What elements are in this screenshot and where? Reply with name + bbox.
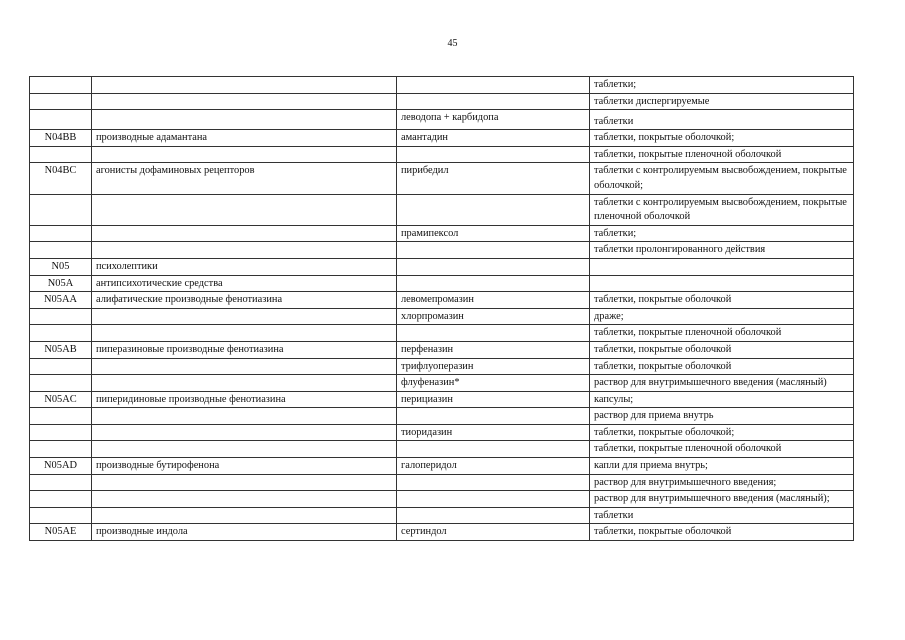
atc-code-cell: [30, 225, 92, 242]
atc-code-cell: [30, 507, 92, 524]
atc-group-cell: [92, 441, 397, 458]
drug-name-cell: сертиндол: [397, 524, 590, 541]
table-row: [30, 242, 854, 259]
atc-group-cell: производные индола: [92, 524, 397, 541]
table-row: [30, 146, 854, 163]
drug-name-cell: [397, 441, 590, 458]
dosage-form-cell: раствор для внутримышечного введения (масляный): [590, 375, 854, 392]
dosage-form-cell: [590, 275, 854, 292]
drug-name-cell: [397, 77, 590, 94]
atc-code-cell: [30, 110, 92, 130]
dosage-form-cell: таблетки: [590, 507, 854, 524]
dosage-form-cell: таблетки, покрытые оболочкой: [590, 358, 854, 375]
atc-group-cell: психолептики: [92, 258, 397, 275]
dosage-form-cell: таблетки, покрытые оболочкой;: [590, 130, 854, 147]
atc-group-cell: [92, 507, 397, 524]
drug-name-cell: [397, 258, 590, 275]
dosage-form-cell: таблетки: [590, 110, 854, 130]
drug-name-cell: [397, 146, 590, 163]
atc-code-cell: [30, 77, 92, 94]
table-row: [30, 163, 854, 194]
atc-group-cell: [92, 93, 397, 110]
atc-code-cell: [30, 474, 92, 491]
table-row: [30, 474, 854, 491]
table-row: [30, 458, 854, 475]
atc-group-cell: [92, 225, 397, 242]
drug-list-table: [29, 76, 854, 541]
drug-name-cell: [397, 491, 590, 508]
dosage-form-cell: раствор для приема внутрь: [590, 408, 854, 425]
atc-group-cell: [92, 375, 397, 392]
atc-code-cell: N04BB: [30, 130, 92, 147]
table-row: [30, 275, 854, 292]
atc-code-cell: N05AD: [30, 458, 92, 475]
atc-code-cell: [30, 308, 92, 325]
table-row: [30, 341, 854, 358]
dosage-form-cell: таблетки, покрытые пленочной оболочкой: [590, 146, 854, 163]
table-row: [30, 491, 854, 508]
drug-name-cell: [397, 507, 590, 524]
dosage-form-cell: таблетки, покрытые оболочкой: [590, 341, 854, 358]
table-row: [30, 110, 854, 130]
atc-group-cell: [92, 77, 397, 94]
atc-code-cell: [30, 194, 92, 225]
dosage-form-cell: таблетки, покрытые оболочкой: [590, 524, 854, 541]
drug-name-cell: хлорпромазин: [397, 308, 590, 325]
table-row: [30, 375, 854, 392]
atc-group-cell: пиперазиновые производные фенотиазина: [92, 341, 397, 358]
table-row: [30, 225, 854, 242]
table-row: [30, 130, 854, 147]
atc-group-cell: [92, 194, 397, 225]
atc-code-cell: N05AC: [30, 391, 92, 408]
drug-name-cell: прамипексол: [397, 225, 590, 242]
dosage-form-cell: таблетки пролонгированного действия: [590, 242, 854, 259]
table-row: [30, 258, 854, 275]
atc-code-cell: N05: [30, 258, 92, 275]
atc-group-cell: [92, 491, 397, 508]
dosage-form-cell: таблетки диспергируемые: [590, 93, 854, 110]
table-row: [30, 424, 854, 441]
drug-name-cell: амантадин: [397, 130, 590, 147]
table-row: [30, 77, 854, 94]
drug-name-cell: пирибедил: [397, 163, 590, 194]
table-row: [30, 194, 854, 225]
atc-group-cell: агонисты дофаминовых рецепторов: [92, 163, 397, 194]
atc-code-cell: [30, 325, 92, 342]
dosage-form-cell: капли для приема внутрь;: [590, 458, 854, 475]
drug-name-cell: [397, 275, 590, 292]
atc-group-cell: алифатические производные фенотиазина: [92, 292, 397, 309]
atc-code-cell: [30, 358, 92, 375]
atc-code-cell: [30, 408, 92, 425]
drug-name-cell: флуфеназин*: [397, 375, 590, 392]
drug-name-cell: [397, 408, 590, 425]
drug-name-cell: [397, 194, 590, 225]
dosage-form-cell: таблетки с контролируемым высвобождением, покрытые пленочной оболочкой: [590, 194, 854, 225]
drug-name-cell: [397, 93, 590, 110]
atc-group-cell: [92, 474, 397, 491]
atc-group-cell: производные бутирофенона: [92, 458, 397, 475]
table-row: [30, 358, 854, 375]
dosage-form-cell: [590, 258, 854, 275]
atc-group-cell: [92, 424, 397, 441]
atc-group-cell: [92, 358, 397, 375]
dosage-form-cell: таблетки, покрытые оболочкой;: [590, 424, 854, 441]
table-row: [30, 441, 854, 458]
atc-code-cell: [30, 146, 92, 163]
drug-name-cell: леводопа + карбидопа: [397, 110, 590, 130]
atc-code-cell: N04BC: [30, 163, 92, 194]
drug-name-cell: [397, 242, 590, 259]
atc-code-cell: [30, 491, 92, 508]
atc-code-cell: N05AE: [30, 524, 92, 541]
table-row: [30, 408, 854, 425]
dosage-form-cell: таблетки с контролируемым высвобождением, покрытые оболочкой;: [590, 163, 854, 194]
atc-group-cell: [92, 110, 397, 130]
atc-group-cell: [92, 325, 397, 342]
table-row: [30, 325, 854, 342]
atc-group-cell: производные адамантана: [92, 130, 397, 147]
atc-group-cell: [92, 146, 397, 163]
dosage-form-cell: капсулы;: [590, 391, 854, 408]
dosage-form-cell: таблетки;: [590, 77, 854, 94]
atc-group-cell: [92, 308, 397, 325]
dosage-form-cell: таблетки;: [590, 225, 854, 242]
table-row: [30, 308, 854, 325]
table-row: [30, 292, 854, 309]
atc-code-cell: N05AB: [30, 341, 92, 358]
dosage-form-cell: таблетки, покрытые оболочкой: [590, 292, 854, 309]
drug-name-cell: перициазин: [397, 391, 590, 408]
atc-code-cell: [30, 375, 92, 392]
atc-code-cell: [30, 441, 92, 458]
table-row: [30, 524, 854, 541]
atc-group-cell: антипсихотические средства: [92, 275, 397, 292]
page-number: 45: [447, 38, 458, 49]
drug-name-cell: галоперидол: [397, 458, 590, 475]
table-row: [30, 391, 854, 408]
table-row: [30, 507, 854, 524]
dosage-form-cell: раствор для внутримышечного введения (масляный);: [590, 491, 854, 508]
atc-code-cell: [30, 93, 92, 110]
drug-name-cell: [397, 474, 590, 491]
atc-code-cell: N05A: [30, 275, 92, 292]
atc-group-cell: [92, 242, 397, 259]
drug-name-cell: левомепромазин: [397, 292, 590, 309]
table-row: [30, 93, 854, 110]
dosage-form-cell: раствор для внутримышечного введения;: [590, 474, 854, 491]
atc-group-cell: пиперидиновые производные фенотиазина: [92, 391, 397, 408]
dosage-form-cell: таблетки, покрытые пленочной оболочкой: [590, 325, 854, 342]
drug-name-cell: [397, 325, 590, 342]
atc-code-cell: N05AA: [30, 292, 92, 309]
drug-name-cell: тиоридазин: [397, 424, 590, 441]
atc-code-cell: [30, 424, 92, 441]
dosage-form-cell: драже;: [590, 308, 854, 325]
drug-name-cell: трифлуоперазин: [397, 358, 590, 375]
atc-code-cell: [30, 242, 92, 259]
atc-group-cell: [92, 408, 397, 425]
dosage-form-cell: таблетки, покрытые пленочной оболочкой: [590, 441, 854, 458]
drug-name-cell: перфеназин: [397, 341, 590, 358]
